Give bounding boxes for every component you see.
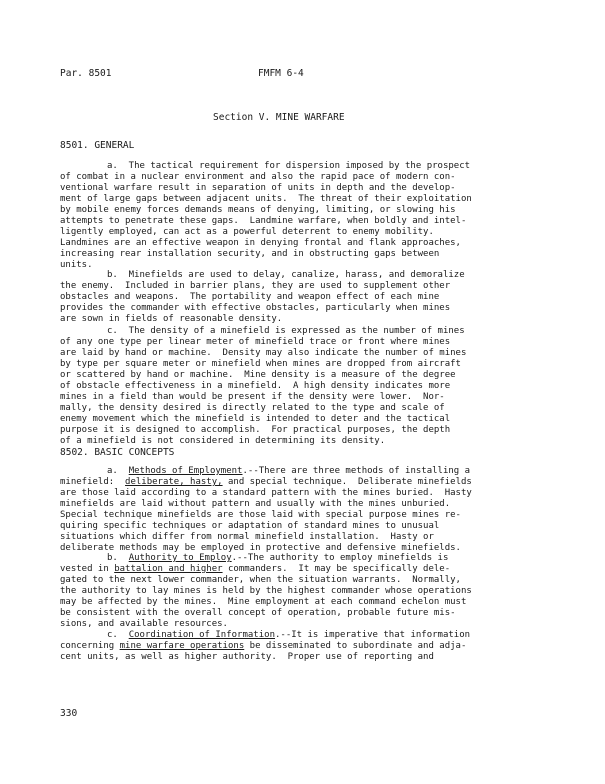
text-line: of obstacle effectiveness in a minefield. A high density indicates more: [60, 381, 451, 391]
text-line: [60, 553, 505, 564]
text-line: attempts to penetrate these gaps. Landmine warfare, when boldly and intel-: [60, 216, 467, 226]
text-line: are those laid according to a standard pattern with the mines buried. Hasty: [60, 488, 472, 498]
underlined-term: mine warfare operations: [119, 641, 245, 651]
text-line: situations which differ from normal minefield installation. Hasty or: [60, 532, 434, 542]
text-line: [60, 466, 505, 477]
text-line: increasing rear installation security, and in obstructing gaps between: [60, 249, 440, 259]
text-run: .--It is imperative that information: [275, 630, 471, 640]
text-line: ment of large gaps between adjacent units. The threat of their exploitation: [60, 194, 472, 204]
paragraph-8502-a: [60, 466, 505, 554]
text-line: of any one type per linear meter of minefield trace or front where mines: [60, 337, 451, 347]
text-line: by mobile enemy forces demands means of denying, limiting, or slowing his: [60, 205, 456, 215]
text-run: be disseminated to subordinate and adja-: [244, 641, 467, 651]
text-run: .--The authority to employ minefields is: [231, 553, 449, 563]
paragraph-8501-a: [60, 161, 505, 271]
manual-designation-header: FMFM 6-4: [258, 68, 304, 79]
text-line: Landmines are an effective weapon in denying frontal and flank approaches,: [60, 238, 461, 248]
text-line: are laid by hand or machine. Density may also indicate the number of mines: [60, 348, 467, 358]
text-line: obstacles and weapons. The portability and weapon effect of each mine: [60, 292, 440, 302]
text-line: provides the commander with effective obstacles, particularly when mines: [60, 303, 451, 313]
text-line: [60, 641, 505, 652]
text-line: [60, 564, 505, 575]
text-line: deliberate methods may be employed in protective and defensive minefields.: [60, 543, 461, 553]
paragraph-8501-b: [60, 270, 505, 325]
underlined-term: battalion and higher: [114, 564, 223, 574]
text-line: quiring specific techniques or adaptation of standard mines to unusual: [60, 521, 440, 531]
text-run: .--There are three methods of installing a: [242, 466, 471, 476]
text-line: may be affected by the mines. Mine employment at each command echelon must: [60, 597, 467, 607]
text-line: mally, the density desired is directly related to the type and scale of: [60, 403, 445, 413]
item-label: c.: [107, 630, 129, 640]
text-line: b. Minefields are used to delay, canalize, harass, and demoralize: [107, 270, 465, 280]
text-line: Special technique minefields are those laid with special purpose mines re-: [60, 510, 461, 520]
text-line: [60, 630, 505, 641]
underlined-term: deliberate, hasty,: [125, 477, 223, 487]
text-run: vested in: [60, 564, 115, 574]
text-line: are sown in fields of reasonable density.: [60, 314, 283, 324]
text-line: a. The tactical requirement for dispersion imposed by the prospect: [107, 161, 471, 171]
text-line: mines in a field than would be present if the density were lower. Nor-: [60, 392, 445, 402]
text-line: or scattered by hand or machine. Mine density is a measure of the degree: [60, 370, 456, 380]
page-number: 330: [60, 708, 78, 719]
text-line: sions, and available resources.: [60, 619, 228, 629]
text-line: ligently employed, can act as a powerful deterrent to enemy mobility.: [60, 227, 434, 237]
text-line: gated to the next lower commander, when the situation warrants. Normally,: [60, 575, 461, 585]
subheading-authority-to-employ: Authority to Employ: [128, 553, 232, 563]
text-line: ventional warfare result in separation of units in depth and the develop-: [60, 183, 456, 193]
paragraph-8502-c: [60, 630, 505, 663]
item-label: a.: [107, 466, 129, 476]
text-line: be consistent with the overall concept of operation, probable future mis-: [60, 608, 456, 618]
text-run: minefield:: [60, 477, 126, 487]
subheading-methods-of-employment: Methods of Employment: [128, 466, 243, 476]
text-run: and special technique. Deliberate minefields: [222, 477, 472, 487]
text-line: the enemy. Included in barrier plans, they are used to supplement other: [60, 281, 451, 291]
text-line: by type per square meter or minefield when mines are dropped from aircraft: [60, 359, 461, 369]
text-line: cent units, as well as higher authority. Proper use of reporting and: [60, 652, 434, 662]
text-run: commanders. It may be specifically dele-: [222, 564, 451, 574]
text-line: purpose it is designed to accomplish. For practical purposes, the depth: [60, 425, 451, 435]
text-line: c. The density of a minefield is expressed as the number of mines: [107, 326, 465, 336]
heading-8502: 8502. BASIC CONCEPTS: [60, 447, 175, 458]
heading-8501: 8501. GENERAL: [60, 140, 135, 151]
paragraph-8501-c: [60, 326, 505, 447]
text-line: of a minefield is not considered in determining its density.: [60, 436, 386, 446]
text-line: the authority to lay mines is held by the highest commander whose operations: [60, 586, 472, 596]
text-line: of combat in a nuclear environment and also the rapid pace of modern con-: [60, 172, 456, 182]
text-line: minefields are laid without pattern and usually with the mines unburied.: [60, 499, 451, 509]
section-title: Section V. MINE WARFARE: [213, 112, 345, 123]
subheading-coordination-of-information: Coordination of Information: [128, 630, 275, 640]
text-run: concerning: [60, 641, 120, 651]
item-label: b.: [107, 553, 129, 563]
paragraph-number-header: Par. 8501: [60, 68, 112, 79]
paragraph-8502-b: [60, 553, 505, 630]
text-line: [60, 477, 505, 488]
text-line: enemy movement which the minefield is intended to deter and the tactical: [60, 414, 451, 424]
text-line: units.: [60, 260, 93, 270]
